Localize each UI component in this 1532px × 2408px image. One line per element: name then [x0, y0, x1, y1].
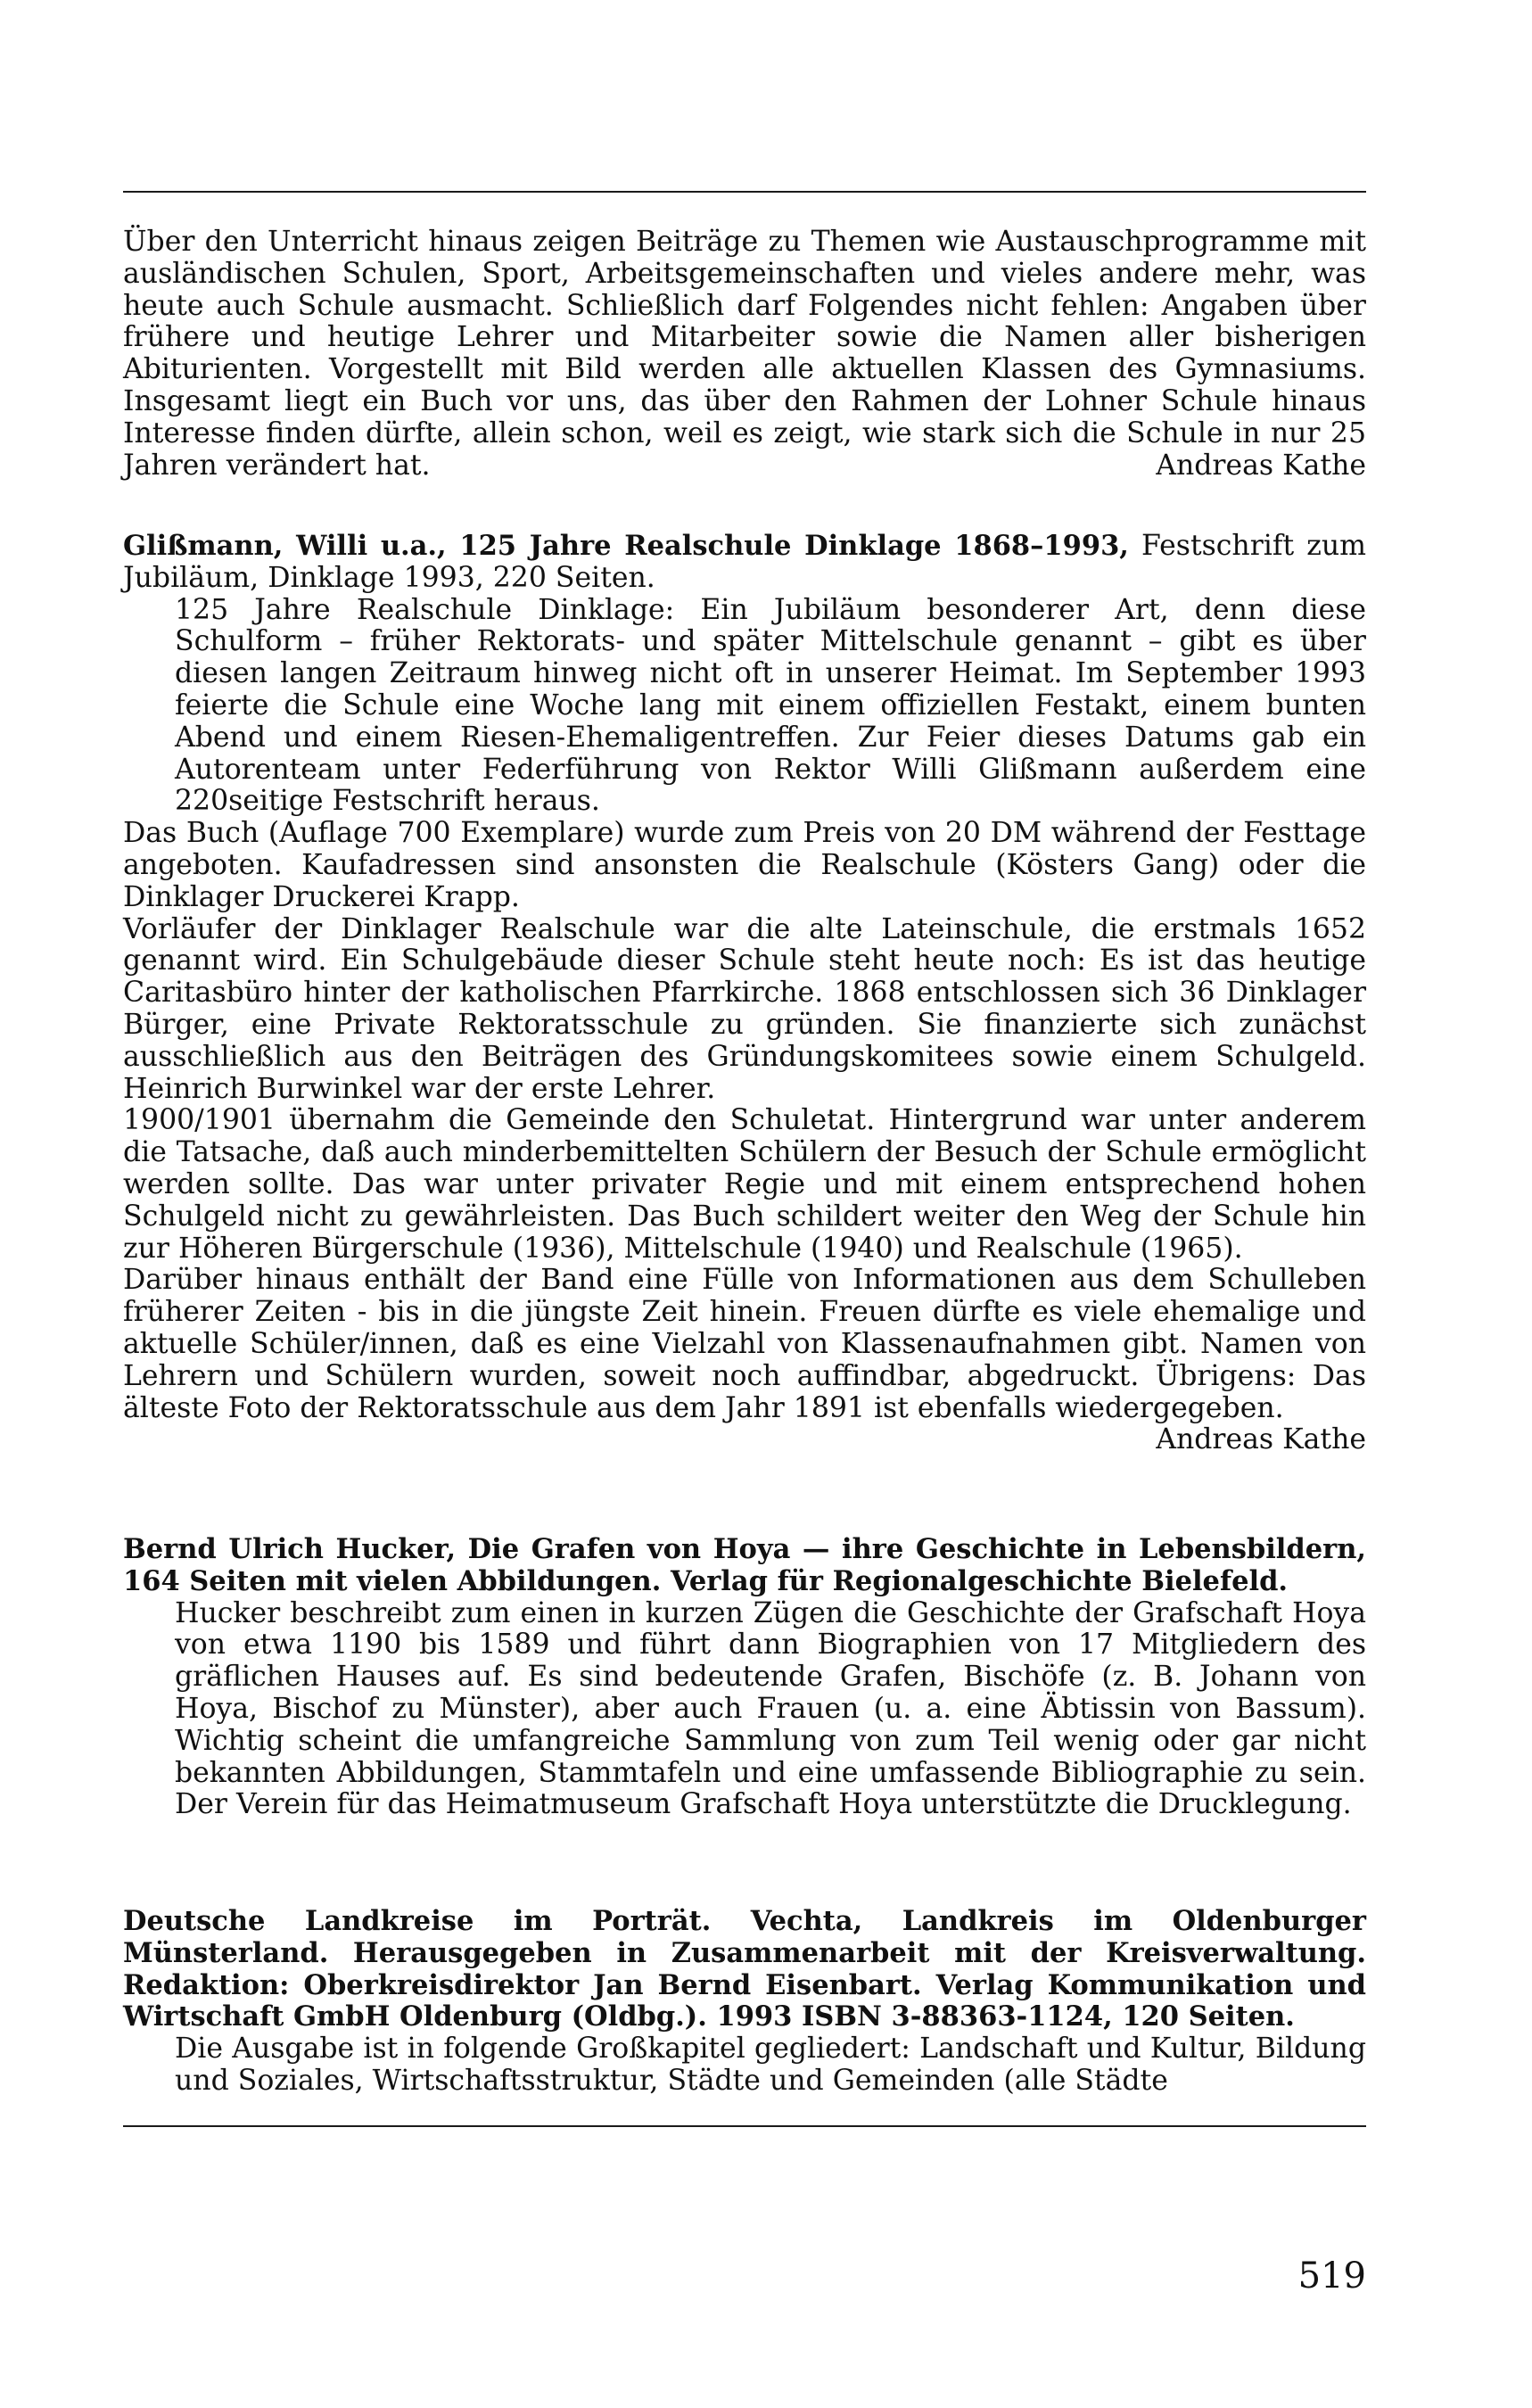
review-lohner-gymnasium [123, 227, 1366, 482]
review-title-details: Festschrift zum Jubiläum, Dinklage 1993, 220 Seiten. [123, 530, 1367, 594]
review-realschule-dinklage [123, 531, 1366, 1456]
review-paragraph: Das Buch (Auflage 700 Exemplare) wurde zum Preis von 20 DM während der Festtage angeboten. Kaufadressen sind ansonsten die Realschule (Kösters Gang) oder die Dinklager Druckerei Krapp. [123, 817, 1366, 913]
review-title: Glißmann, Willi u.a., 125 Jahre Realschule Dinklage 1868–1993, [123, 530, 1129, 562]
review-author: Andreas Kathe [1156, 1423, 1366, 1456]
review-paragraph: 1900/1901 übernahm die Gemeinde den Schuletat. Hintergrund war unter anderem die Tatsache, daß auch minderbemittelten Schülern der Besuch der Schule ermöglicht werden sollte. Das war unter privater Regie und mit einem entsprechend hohen Schulgeld nicht zu gewährleisten. Das Buch schildert weiter den Weg der Schule hin zur Höheren Bürgerschule (1936), Mittelschule (1940) und Realschule (1965). [123, 1104, 1366, 1265]
review-grafen-von-hoya [123, 1534, 1366, 1821]
review-paragraph: Vorläufer der Dinklager Realschule war die alte Lateinschule, die erstmals 1652 genannt wird. Ein Schulgebäude dieser Schule steht heute noch: Es ist das heutige Caritasbüro hinter der katholischen Pfarrkirche. 1868 entschlossen sich 36 Dinklager Bürger, eine Private Rektoratsschule zu gründen. Sie finanzierte sich zunächst ausschließlich aus den Beiträgen des Gründungskomitees sowie einem Schulgeld. Heinrich Burwinkel war der erste Lehrer. [123, 912, 1366, 1105]
review-paragraph: Darüber hinaus enthält der Band eine Fülle von Informationen aus dem Schulleben früherer Zeiten - bis in die jüngste Zeit hinein. Freuen dürfte es viele ehemalige und aktuelle Schüler/innen, daß es eine Vielzahl von Klassenaufnahmen gibt. Namen von Lehrern und Schülern wurden, soweit noch auffindbar, abgedruckt. Übrigens: Das älteste Foto der Rektoratsschule aus dem Jahr 1891 ist ebenfalls wiedergegeben. Andreas Kathe [123, 1264, 1366, 1456]
review-landkreis-vechta [123, 1906, 1366, 2098]
page-number: 519 [1297, 2255, 1366, 2297]
review-heading [123, 531, 1366, 595]
top-rule [123, 191, 1366, 193]
review-title: Bernd Ulrich Hucker, Die Grafen von Hoya — ihre Geschichte in Lebensbildern, 164 Seiten mit vielen Abbildungen. Verlag für Regionalgeschichte Bielefeld. [123, 1533, 1366, 1597]
review-heading [123, 1906, 1366, 2033]
review-paragraph: Hucker beschreibt zum einen in kurzen Zügen die Geschichte der Grafschaft Hoya von etwa 1190 bis 1589 und führt dann Biographien von 17 Mitgliedern des gräflichen Hauses auf. Es sind bedeutende Grafen, Bischöfe (z. B. Johann von Hoya, Bischof zu Münster), aber auch Frauen (u. a. eine Äbtissin von Bassum). Wichtig scheint die umfangreiche Sammlung von zum Teil wenig oder gar nicht bekannten Abbildungen, Stammtafeln und eine umfassende Bibliographie zu sein. Der Verein für das Heimatmuseum Grafschaft Hoya unterstützte die Drucklegung. [175, 1596, 1366, 1821]
review-heading [123, 1534, 1366, 1598]
review-title: Deutsche Landkreise im Porträt. Vechta, Landkreis im Oldenburger Münsterland. Herausgegeben in Zusammenarbeit mit der Kreisverwaltung. Redaktion: Oberkreisdirektor Jan Bernd Eisenbart. Verlag Kommunikation und Wirtschaft GmbH Oldenburg (Oldbg.). 1993 ISBN 3-88363-1124, 120 Seiten. [123, 1905, 1366, 2033]
review-author: Andreas Kathe [1156, 449, 1366, 482]
review-paragraph: Die Ausgabe ist in folgende Großkapitel gegliedert: Landschaft und Kultur, Bildung und Soziales, Wirtschaftsstruktur, Städte und Gemeinden (alle Städte [175, 2033, 1366, 2097]
bottom-rule [123, 2125, 1366, 2127]
review-paragraph: 125 Jahre Realschule Dinklage: Ein Jubiläum besonderer Art, denn diese Schulform – früher Rektorats- und später Mittelschule genannt – gibt es über diesen langen Zeitraum hinweg nicht oft in unserer Heimat. Im September 1993 feierte die Schule eine Woche lang mit einem offiziellen Festakt, einem bunten Abend und einem Riesen-Ehemaligentreffen. Zur Feier dieses Datums gab ein Autorenteam unter Federführung von Rektor Willi Glißmann außerdem eine 220seitige Festschrift heraus. [175, 593, 1366, 818]
review-paragraph: Über den Unterricht hinaus zeigen Beiträge zu Themen wie Austauschprogramme mit ausländischen Schulen, Sport, Arbeitsgemeinschaften und vieles andere mehr, was heute auch Schule ausmacht. Schließlich darf Folgendes nicht fehlen: Angaben über frühere und heutige Lehrer und Mitarbeiter sowie die Namen aller bisherigen Abiturienten. Vorgestellt mit Bild werden alle aktuellen Klassen des Gymnasiums. Insgesamt liegt ein Buch vor uns, das über den Rahmen der Lohner Schule hinaus Interesse finden dürfte, allein schon, weil es zeigt, wie stark sich die Schule in nur 25 Jahren verändert hat. Andreas Kathe [123, 226, 1366, 482]
